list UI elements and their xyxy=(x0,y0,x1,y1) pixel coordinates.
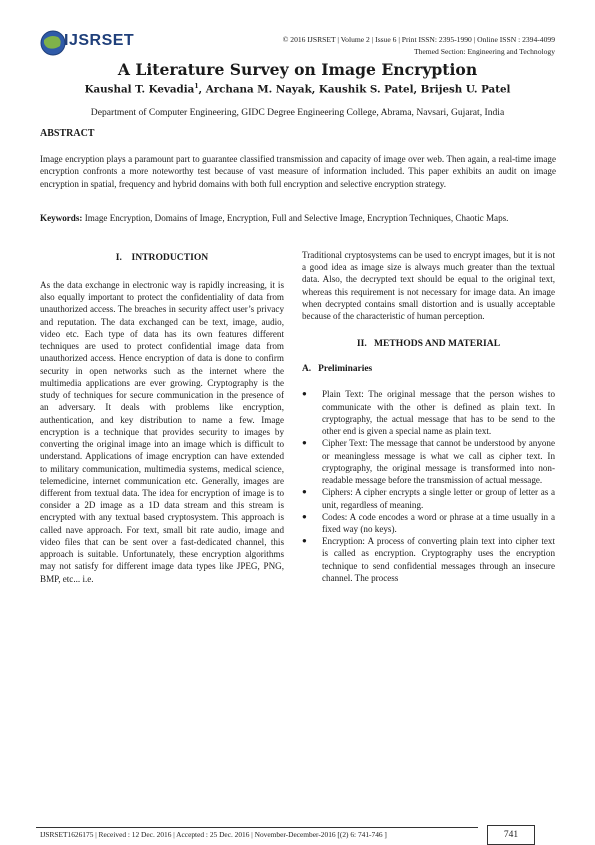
left-column xyxy=(40,252,284,585)
author-list xyxy=(0,83,595,95)
bullet-icon: ● xyxy=(302,511,307,521)
themed-section: Themed Section: Engineering and Technology xyxy=(413,47,555,56)
section-heading-methods: II. METHODS AND MATERIAL xyxy=(356,338,501,350)
footer-rule xyxy=(36,827,478,828)
bullet-icon: ● xyxy=(302,487,307,497)
journal-info: © 2016 IJSRSET | Volume 2 | Issue 6 | Print ISSN: 2395-1990 | Online ISSN : 2394-4099 xyxy=(282,35,555,44)
subsection-heading-preliminaries: A. Preliminaries xyxy=(302,364,373,375)
list-item: ● Ciphers: A cipher encrypts a single letter or group of letter as a unit, regardless of meaning. xyxy=(302,487,555,510)
list-item: ● Encryption: A process of converting plain text into cipher text is called as encryption. Cryptography uses the encryption technique to send confidential messages through an insecure channel. The process xyxy=(302,536,555,583)
keywords-label: Keywords: xyxy=(40,213,83,223)
continuation-paragraph: Traditional cryptosystems can be used to encrypt images, but it is not a good idea as image size is always much greater than the textual data. Also, the decrypted text should be equal to the original text, whereas this requirement is not necessary for image data. An image when decrypted contains small distortion and is usually acceptable because of the characteristic of human perception. xyxy=(302,250,555,322)
paper-title: A Literature Survey on Image Encryption xyxy=(117,60,478,79)
author-affil-mark: 1 xyxy=(194,83,199,90)
affiliation: Department of Computer Engineering, GIDC Degree Engineering College, Abrama, Navsari, Gujarat, India xyxy=(90,107,505,118)
introduction-paragraph: As the data exchange in electronic way is rapidly increasing, it is also equally important to protect the confidentiality of data from unauthorized access. The breaches in security affect user’s privacy and reputation. The data exchanged can be text, image, audio, video etc. Each type of data has its own features different techniques are used to protect confidential image data from unauthorized access. Hence encryption of data is done to confirm security in open networks such as the internet where the multimedia applications are ever growing. Cryptography is the study of techniques for secure communication in the presence of an adversary. It deals with problems like encryption, authentication, and key distribution to name a few. Image encryption is a technique that provides security to images by converting the original image into an image which is difficult to understand. Applications of image encryption can have extended to military communication, multimedia systems, medical science, telemedicine, internet communication etc. Generally, images are different from textual data. The idea for encryption of image is to consider a 2D image as a 1D data stream and this stream is encrypted with any textual based cryptosystem. This approach is called nave approach. For text, small bit rate audio, image and video files that can be sent over a fast-dedicated channel, this approach is suitable. Unfortunately, these encryption algorithms may not satisfy for different image data types like JPEG, PNG, BMP, etc... i.e. xyxy=(40,280,284,584)
page-number: 741 xyxy=(487,825,535,845)
bullet-icon: ● xyxy=(302,389,307,399)
keywords xyxy=(40,212,556,224)
abstract-text: Image encryption plays a paramount part to guarantee classified transmission and capacity of image over web. Then again, a real-time image encryption confronts a more noteworthy test because of vast measure of information included. This paper exhibits an audit on image encryption in spatial, frequency and hybrid domains with both full encryption and selective encryption strategy. xyxy=(40,154,556,189)
bullet-icon: ● xyxy=(302,536,307,546)
author-first: Kaushal T. Kevadia xyxy=(84,83,195,96)
list-item: ● Codes: A code encodes a word or phrase at a time usually in a fixed way (no keys). xyxy=(302,511,555,534)
journal-logo xyxy=(38,26,134,64)
footer-citation: IJSRSET1626175 | Received : 12 Dec. 2016 | Accepted : 25 Dec. 2016 | November-December-2016 [(2) 6: 741-746 ] xyxy=(40,830,387,839)
section-heading-introduction: I. INTRODUCTION xyxy=(115,252,209,263)
list-item: ● Plain Text: The original message that the person wishes to communicate with the other is defined as plain text. In cryptography, the actual message that has to be send to the other end is given a special name as plain text. xyxy=(302,389,555,437)
abstract-heading: ABSTRACT xyxy=(40,128,95,139)
right-column xyxy=(302,249,555,584)
list-item: ● Cipher Text: The message that cannot be understood by anyone or meaningless message is what we call as cipher text. In cryptography, the original message is transformed into non-readable message before the transmission of actual message. xyxy=(302,438,555,486)
bullet-icon: ● xyxy=(302,438,307,448)
keywords-text: Image Encryption, Domains of Image, Encryption, Full and Selective Image, Encryption Techniques, Chaotic Maps. xyxy=(82,213,509,223)
logo-wordmark: IJSRSET xyxy=(64,32,135,49)
author-rest: , Archana M. Nayak, Kaushik S. Patel, Brijesh U. Patel xyxy=(198,83,511,96)
definitions-list xyxy=(302,388,555,584)
